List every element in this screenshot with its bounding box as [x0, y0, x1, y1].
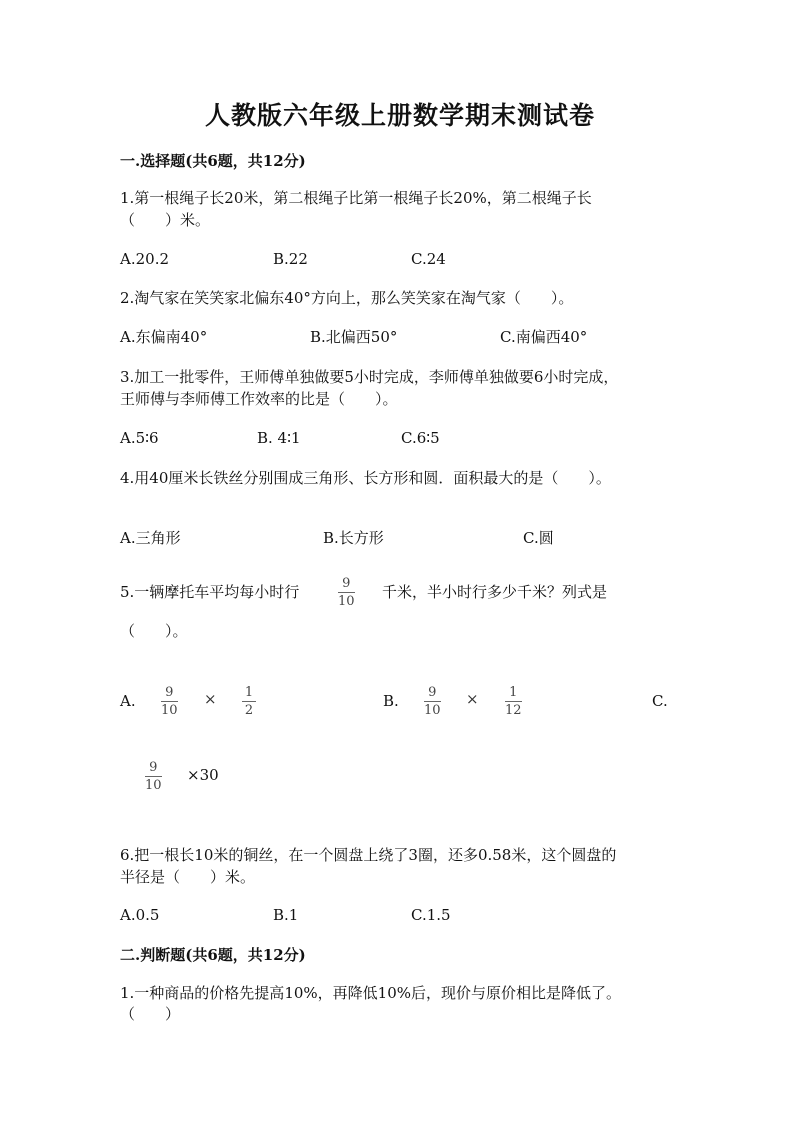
question-4-text: 4.用40厘米长铁丝分别围成三角形、长方形和圆．面积最大的是（ ）。 [120, 469, 611, 487]
fraction-bar [145, 776, 162, 777]
question-3-text-cont: 王师傅与李师傅工作效率的比是（ ）。 [120, 390, 398, 408]
question-1-option-a: A.20.2 [120, 250, 169, 268]
question-6-option-c: C.1.5 [411, 906, 451, 924]
page-title: 人教版六年级上册数学期末测试卷 [204, 101, 595, 130]
fraction-denominator: 12 [505, 703, 522, 718]
section-heading-choice: 一.选择题(共6题，共12分) [120, 152, 306, 170]
question-3-text: 3.加工一批零件，王师傅单独做要5小时完成，李师傅单独做要6小时完成， [120, 368, 619, 386]
question-4-option-a: A.三角形 [120, 529, 181, 547]
fraction-denominator: 10 [424, 703, 441, 718]
fraction-numerator: 1 [244, 685, 254, 700]
fraction-numerator: 1 [509, 685, 518, 700]
question-3-option-a: A.5∶6 [120, 429, 159, 447]
question-5-text: 5.一辆摩托车平均每小时行 [120, 583, 300, 601]
question-6-option-b: B.1 [273, 906, 299, 924]
fraction-denominator: 2 [244, 703, 254, 718]
question-6-text-cont: 半径是（ ）米。 [120, 868, 256, 886]
question-4-option-c: C.圆 [523, 529, 554, 547]
option-a-fraction-1 [161, 685, 178, 718]
question-3-option-c: C.6∶5 [401, 429, 440, 447]
fraction-numerator: 9 [165, 685, 174, 700]
question-2-option-c: C.南偏西40° [500, 328, 588, 346]
fraction-bar [161, 701, 178, 702]
fraction-denominator: 10 [161, 703, 178, 718]
fraction-bar [242, 701, 256, 702]
judgement-1-blank: （ ） [120, 1005, 181, 1023]
judgement-1-text: 1.一种商品的价格先提高10%，再降低10%后，现价与原价相比是降低了。 [120, 984, 621, 1002]
question-2-text: 2.淘气家在笑笑家北偏东40°方向上，那么笑笑家在淘气家（ ）。 [120, 289, 574, 307]
question-3-option-b: B. 4∶1 [257, 429, 301, 447]
question-1-option-c: C.24 [411, 250, 446, 268]
option-a-fraction-2 [242, 685, 256, 718]
fraction-numerator: 9 [342, 576, 351, 591]
section-heading-judgement: 二.判断题(共6题，共12分) [120, 946, 306, 964]
question-5-option-c-label: C. [652, 692, 668, 710]
fraction-bar [338, 592, 355, 593]
question-1-option-b: B.22 [273, 250, 308, 268]
fraction-denominator: 10 [145, 778, 162, 793]
question-6-text: 6.把一根长10米的铜丝，在一个圆盘上绕了3圈，还多0.58米，这个圆盘的 [120, 846, 617, 864]
multiply-sign: × [204, 690, 217, 708]
question-6-option-a: A.0.5 [120, 906, 160, 924]
question-5-text-cont: 千米，半小时行多少千米？列式是 [382, 583, 608, 601]
option-b-fraction-1 [424, 685, 441, 718]
option-b-fraction-2 [505, 685, 522, 718]
fraction-bar [424, 701, 441, 702]
question-1-text: 1.第一根绳子长20米，第二根绳子比第一根绳子长20%，第二根绳子长 [120, 189, 592, 207]
option-c-fraction [145, 760, 162, 793]
question-1-blank: （ ）米。 [120, 211, 211, 229]
fraction-numerator: 9 [428, 685, 437, 700]
question-5-fraction [338, 576, 355, 609]
question-4-option-b: B.长方形 [323, 529, 384, 547]
question-5-option-a-label: A. [120, 692, 136, 710]
option-c-expression: ×30 [187, 766, 219, 784]
question-2-option-b: B.北偏西50° [310, 328, 398, 346]
fraction-numerator: 9 [149, 760, 158, 775]
question-5-option-b-label: B. [383, 692, 399, 710]
fraction-bar [505, 701, 522, 702]
question-5-blank: （ ）。 [120, 622, 188, 640]
fraction-denominator: 10 [338, 594, 355, 609]
question-2-option-a: A.东偏南40° [120, 328, 208, 346]
multiply-sign: × [466, 690, 479, 708]
